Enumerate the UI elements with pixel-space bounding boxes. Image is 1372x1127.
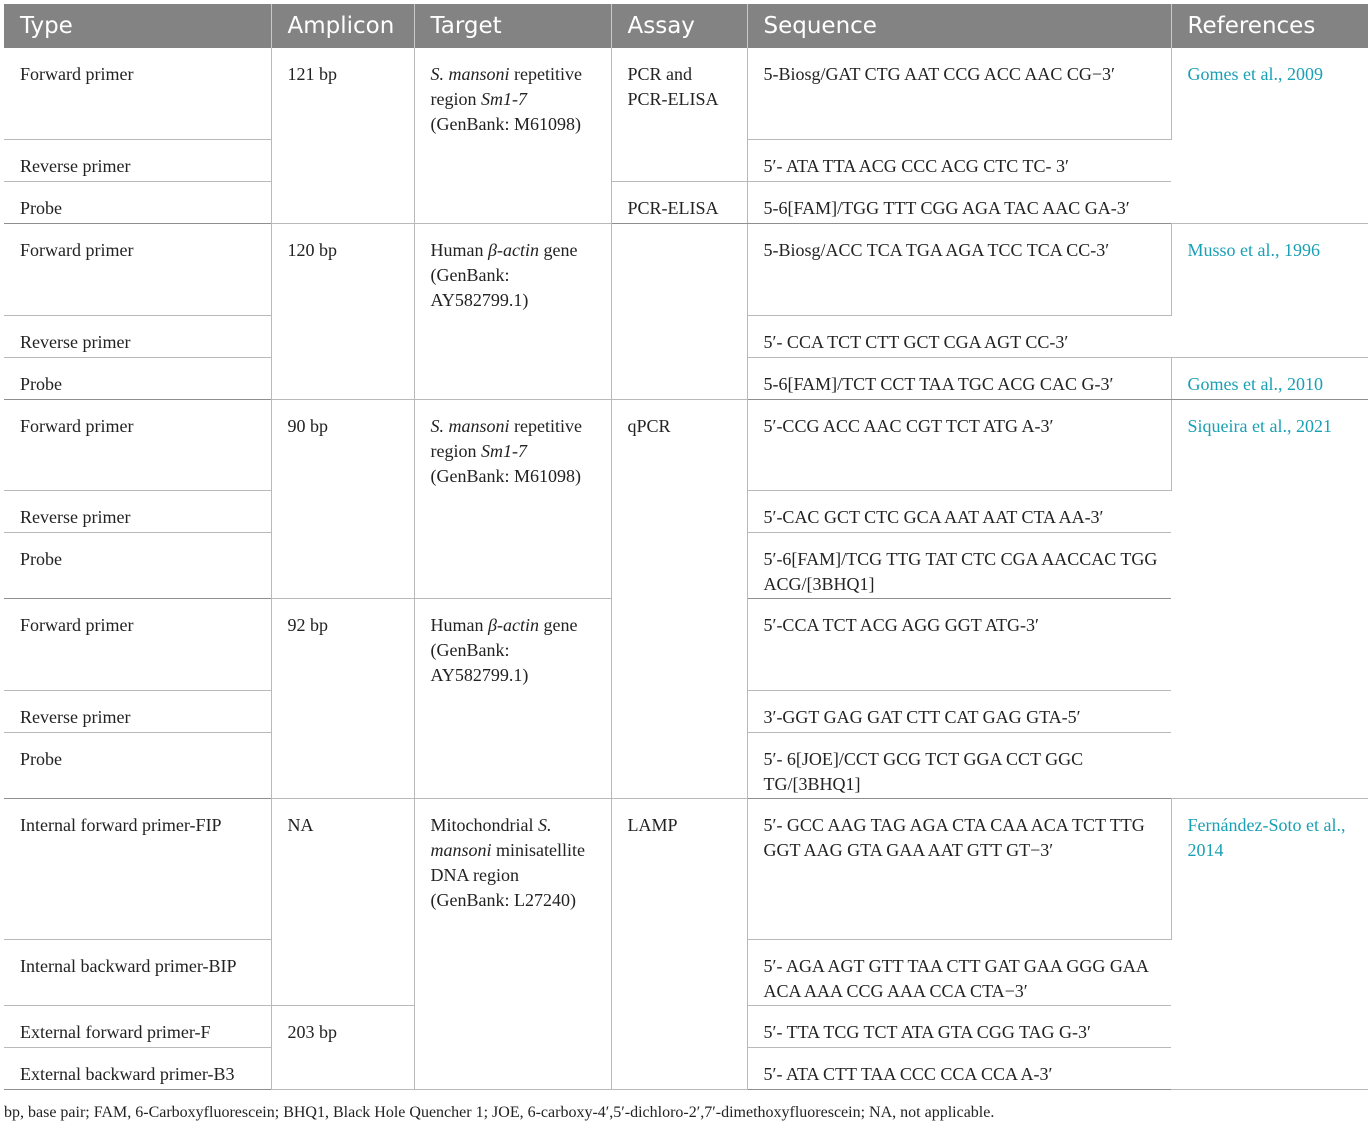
sequence-cell: 5′- GCC AAG TAG AGA CTA CAA ACA TCT TTG GGT AAG GTA GAA AAT GTT GT−3′ xyxy=(747,798,1171,939)
type-cell: Reverse primer xyxy=(4,139,271,181)
sequence-cell: 5-Biosg/GAT CTG AAT CCG ACC AAC CG−3′ xyxy=(747,48,1171,139)
header-row xyxy=(4,4,1368,48)
sequence-cell: 5′- 6[JOE]/CCT GCG TCT GGA CCT GGC TG/[3BHQ1] xyxy=(747,732,1171,798)
header-type: Type xyxy=(4,4,271,48)
type-cell: Probe xyxy=(4,532,271,598)
amplicon-cell: 92 bp xyxy=(271,598,414,798)
table-row xyxy=(4,399,1368,490)
table-row xyxy=(4,181,1368,223)
reference-link[interactable]: Musso et al., 1996 xyxy=(1171,223,1368,357)
reference-link[interactable]: Siqueira et al., 2021 xyxy=(1171,399,1368,798)
sequence-cell: 5′- ATA TTA ACG CCC ACG CTC TC- 3′ xyxy=(747,139,1171,181)
target-cell: S. mansoni repetitive region Sm1-7 (GenBank: M61098) xyxy=(414,48,611,223)
header-references: References xyxy=(1171,4,1368,48)
sequence-cell: 5′-CCG ACC AAC CGT TCT ATG A-3′ xyxy=(747,399,1171,490)
type-cell: External backward primer-B3 xyxy=(4,1047,271,1089)
amplicon-cell: 90 bp xyxy=(271,399,414,598)
table-row xyxy=(4,798,1368,939)
sequence-cell: 5′-CCA TCT ACG AGG GGT ATG-3′ xyxy=(747,598,1171,690)
sequence-cell: 5′- ATA CTT TAA CCC CCA CCA A-3′ xyxy=(747,1047,1171,1089)
sequence-cell: 5′- CCA TCT CTT GCT CGA AGT CC-3′ xyxy=(747,315,1171,357)
sequence-cell: 5′-CAC GCT CTC GCA AAT AAT CTA AA-3′ xyxy=(747,490,1171,532)
type-cell: Forward primer xyxy=(4,399,271,490)
type-cell: Forward primer xyxy=(4,598,271,690)
type-cell: Probe xyxy=(4,181,271,223)
type-cell: Probe xyxy=(4,732,271,798)
amplicon-cell: 121 bp xyxy=(271,48,414,223)
sequence-cell: 5′- AGA AGT GTT TAA CTT GAT GAA GGG GAA ACA AAA CCG AAA CCA CTA−3′ xyxy=(747,939,1171,1005)
header-amplicon: Amplicon xyxy=(271,4,414,48)
table-row xyxy=(4,48,1368,139)
assay-cell: LAMP xyxy=(611,798,747,1089)
table-row xyxy=(4,223,1368,315)
reference-link[interactable]: Fernández-Soto et al., 2014 xyxy=(1171,798,1368,1089)
type-cell: Probe xyxy=(4,357,271,399)
sequence-cell: 5′-6[FAM]/TCG TTG TAT CTC CGA AACCAC TGG ACG/[3BHQ1] xyxy=(747,532,1171,598)
primer-table xyxy=(4,4,1368,1090)
type-cell: Forward primer xyxy=(4,223,271,315)
amplicon-cell: NA xyxy=(271,798,414,1005)
assay-cell xyxy=(611,223,747,399)
target-cell: Mitochondrial S. mansoni minisatellite DNA region (GenBank: L27240) xyxy=(414,798,611,1089)
type-cell: Forward primer xyxy=(4,48,271,139)
type-cell: Reverse primer xyxy=(4,315,271,357)
header-sequence: Sequence xyxy=(747,4,1171,48)
reference-link[interactable]: Gomes et al., 2010 xyxy=(1171,357,1368,399)
sequence-cell: 5-6[FAM]/TCT CCT TAA TGC ACG CAC G-3′ xyxy=(747,357,1171,399)
target-cell: Human β-actin gene (GenBank: AY582799.1) xyxy=(414,223,611,399)
assay-cell: PCR-ELISA xyxy=(611,181,747,223)
header-assay: Assay xyxy=(611,4,747,48)
amplicon-cell: 203 bp xyxy=(271,1005,414,1089)
sequence-cell: 5-6[FAM]/TGG TTT CGG AGA TAC AAC GA-3′ xyxy=(747,181,1171,223)
table-footnote: bp, base pair; FAM, 6-Carboxyfluorescein; BHQ1, Black Hole Quencher 1; JOE, 6-carboxy-4′,5′-dichloro-2′,7′-dimethoxyfluorescein; NA, not applicable. xyxy=(4,1104,995,1121)
header-target: Target xyxy=(414,4,611,48)
target-cell: S. mansoni repetitive region Sm1-7 (GenBank: M61098) xyxy=(414,399,611,598)
sequence-cell: 5-Biosg/ACC TCA TGA AGA TCC TCA CC-3′ xyxy=(747,223,1171,315)
type-cell: Internal backward primer-BIP xyxy=(4,939,271,1005)
type-cell: Internal forward primer-FIP xyxy=(4,798,271,939)
type-cell: Reverse primer xyxy=(4,490,271,532)
amplicon-cell: 120 bp xyxy=(271,223,414,399)
sequence-cell: 5′- TTA TCG TCT ATA GTA CGG TAG G-3′ xyxy=(747,1005,1171,1047)
assay-cell: PCR and PCR-ELISA xyxy=(611,48,747,181)
type-cell: Reverse primer xyxy=(4,690,271,732)
assay-cell: qPCR xyxy=(611,399,747,798)
type-cell: External forward primer-F xyxy=(4,1005,271,1047)
sequence-cell: 3′-GGT GAG GAT CTT CAT GAG GTA-5′ xyxy=(747,690,1171,732)
reference-link[interactable]: Gomes et al., 2009 xyxy=(1171,48,1368,223)
target-cell: Human β-actin gene (GenBank: AY582799.1) xyxy=(414,598,611,798)
primer-table-wrapper xyxy=(4,4,1368,1090)
